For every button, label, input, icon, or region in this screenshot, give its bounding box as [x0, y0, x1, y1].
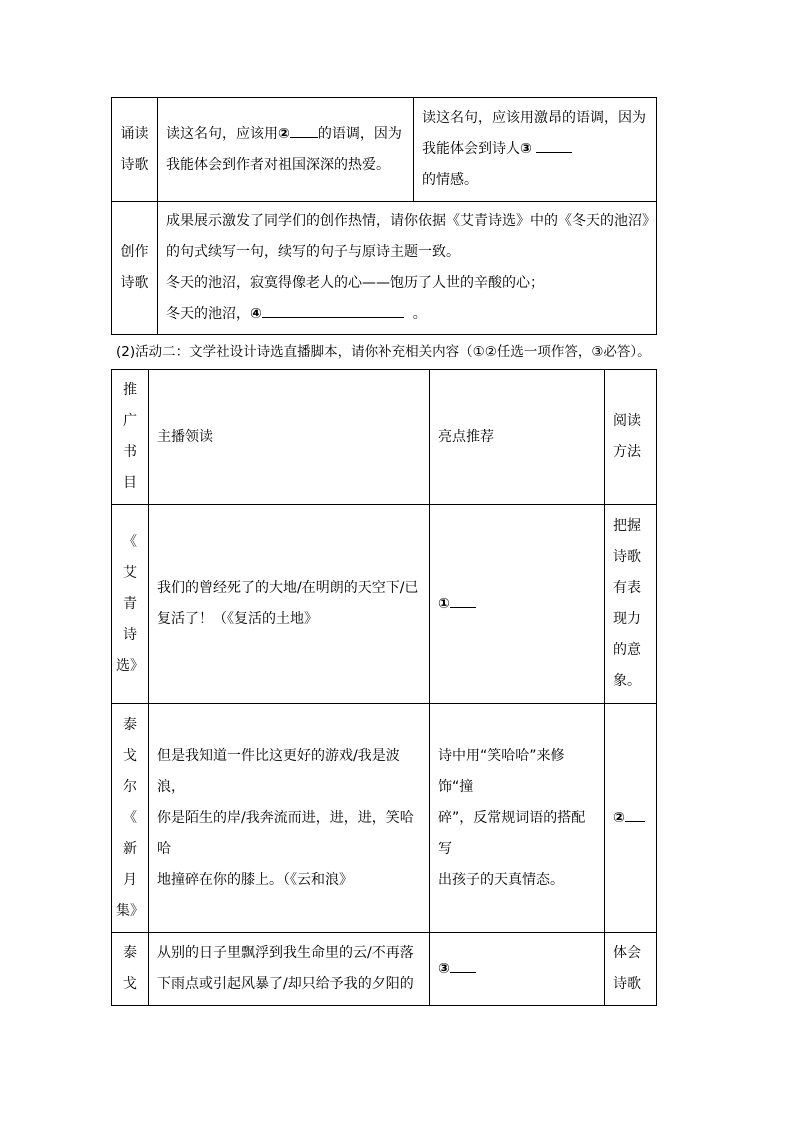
method-line: 把握	[613, 518, 641, 534]
row-label-recite	[112, 98, 158, 202]
table-row	[112, 704, 657, 933]
highlight-cell	[430, 933, 605, 1006]
recite-right-line2	[422, 134, 650, 165]
reading-cell	[149, 704, 430, 933]
highlight-cell	[430, 505, 605, 704]
text-segment: 冬天的池沼，	[166, 306, 250, 322]
book-char: 戈	[123, 747, 137, 764]
reading-line: 从别的日子里飘浮到我生命里的云/不再落	[157, 945, 414, 961]
header-highlight: 亮点推荐	[430, 370, 605, 505]
create-poem-row	[112, 202, 657, 335]
blank-marker: ④	[250, 306, 262, 322]
method-cell	[605, 505, 657, 704]
blank-marker: ②	[278, 125, 290, 142]
blank-marker: ③	[438, 960, 450, 977]
highlight-line: 出孩子的天真情态。	[438, 871, 564, 888]
label-line: 诗歌	[120, 156, 149, 173]
recite-poem-row	[112, 98, 657, 202]
recite-left-line2: 我能体会到作者对祖国深深的热爱。	[166, 156, 390, 173]
create-last-line	[166, 299, 650, 330]
header-method	[605, 370, 657, 505]
highlight-line: 诗中用“笑哈哈”来修饰“撞	[438, 747, 565, 795]
reading-cell	[149, 933, 430, 1006]
method-line: 现力	[613, 611, 641, 627]
reading-line: 我们的曾经死了的大地/在明朗的天空下/已	[157, 580, 419, 596]
book-char: 《	[123, 533, 137, 550]
book-char: 戈	[123, 976, 137, 992]
create-line: 冬天的池沼，寂寞得像老人的心——饱历了人世的辛酸的心；	[166, 275, 544, 291]
reading-line: 你是陌生的岸/我奔流而进，进，进，笑哈哈	[157, 809, 414, 857]
book-char: 月	[123, 871, 137, 888]
book-char: 泰	[123, 945, 137, 961]
header-char: 目	[123, 475, 137, 491]
book-char: 集》	[116, 902, 144, 919]
blank-marker: ①	[438, 595, 450, 612]
reading-line: 下雨点或引起风暴了/却只给予我的夕阳的	[157, 976, 414, 992]
header-line: 阅读	[613, 413, 641, 429]
activity-two-caption: (2)活动二：文学社设计诗选直播脚本，请你补充相关内容（①②任选一项作答，③必答）。	[116, 344, 651, 360]
book-char: 泰	[123, 716, 137, 733]
book-char: 诗	[123, 626, 137, 643]
recite-right-line1: 读这名句，应该用激昂的语调，因为	[422, 110, 646, 126]
text-segment: 读这名句，应该用	[166, 125, 278, 142]
create-line: 成果展示激发了同学们的创作热情，请你依据《艾青诗选》中的《冬天的池沼》	[166, 213, 656, 229]
book-char: 选》	[116, 657, 144, 674]
text-segment: 我能体会到诗人	[422, 141, 520, 157]
answer-blank[interactable]	[450, 955, 476, 973]
header-char: 书	[123, 444, 137, 460]
blank-marker: ②	[613, 809, 625, 826]
book-char: 《	[123, 809, 137, 826]
reading-line: 地撞碎在你的膝上。（《云和浪》	[157, 871, 353, 888]
blank-marker: ③	[520, 141, 532, 157]
recite-right-line3: 的情感。	[422, 172, 478, 188]
recite-left-cell	[158, 98, 414, 202]
method-line: 的意	[613, 642, 641, 658]
method-line: 象。	[613, 673, 641, 689]
activity-one-table	[111, 97, 657, 335]
header-char: 推	[123, 382, 137, 398]
answer-blank[interactable]	[262, 300, 404, 318]
text-segment: 。	[412, 306, 427, 322]
reading-cell	[149, 505, 430, 704]
header-book	[112, 370, 149, 505]
book-char: 艾	[123, 564, 137, 581]
activity-two-table	[111, 369, 657, 1006]
book-char: 青	[123, 595, 137, 612]
text-segment: 的语调，因为	[317, 125, 402, 142]
answer-blank[interactable]	[536, 135, 572, 153]
header-char: 广	[123, 413, 137, 429]
method-line: 诗歌	[613, 549, 641, 565]
highlight-cell	[430, 704, 605, 933]
header-line: 方法	[613, 444, 641, 460]
recite-right-cell	[414, 98, 657, 202]
table-row	[112, 933, 657, 1006]
answer-blank[interactable]	[625, 804, 645, 822]
method-line: 体会	[613, 945, 641, 961]
method-cell	[605, 933, 657, 1006]
book-char: 新	[123, 840, 137, 857]
method-cell	[605, 704, 657, 933]
create-poem-cell	[158, 202, 657, 335]
table-row	[112, 505, 657, 704]
recite-left-line1	[166, 119, 407, 150]
book-title-tagore-2	[112, 933, 149, 1006]
label-line: 诗歌	[120, 275, 149, 291]
row-label-create	[112, 202, 158, 335]
book-title-aiqing	[112, 505, 149, 704]
method-line: 诗歌	[613, 976, 641, 992]
method-line: 有表	[613, 580, 641, 596]
book-title-tagore	[112, 704, 149, 933]
answer-blank[interactable]	[450, 590, 476, 608]
create-line: 的句式续写一句，续写的句子与原诗主题一致。	[166, 244, 460, 260]
label-line: 创作	[120, 244, 149, 260]
book-char: 尔	[123, 778, 137, 795]
reading-line: 复活了！（《复活的土地》	[157, 611, 318, 627]
label-line: 诵读	[120, 125, 149, 142]
reading-line: 但是我知道一件比这更好的游戏/我是波浪，	[157, 747, 400, 795]
table-header-row	[112, 370, 657, 505]
answer-blank[interactable]	[290, 120, 318, 138]
header-reading: 主播领读	[149, 370, 430, 505]
highlight-line: 碎”，反常规词语的搭配写	[438, 809, 586, 857]
